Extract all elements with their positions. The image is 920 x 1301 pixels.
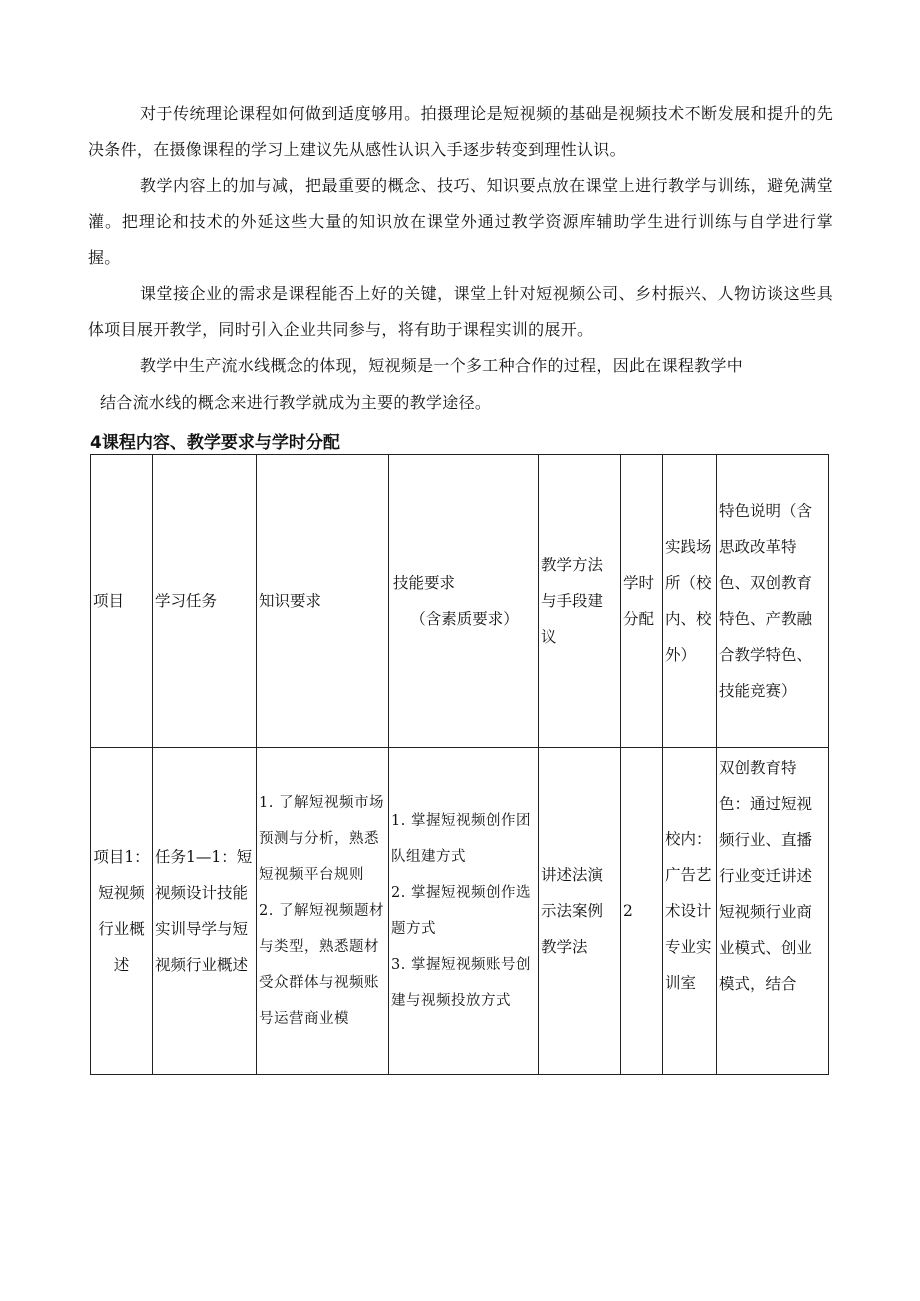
header-skill-note: （含素质要求） <box>410 610 519 628</box>
header-method: 教学方法与手段建议 <box>539 455 621 748</box>
cell-skill <box>389 748 539 1075</box>
paragraph-2: 教学内容上的加与减，把最重要的概念、技巧、知识要点放在课堂上进行教学与训练，避免满堂灌。把理论和技术的外延这些大量的知识放在课堂外通过教学资源库辅助学生进行训练与自学进行掌握。 <box>88 176 833 267</box>
cell-task: 任务1—1：短视频设计技能实训导学与短视频行业概述 <box>153 748 257 1075</box>
skill-item-1: 1. 掌握短视频创作团队组建方式 <box>391 813 531 865</box>
header-hours: 学时分配 <box>621 455 663 748</box>
table-header-row <box>91 455 829 748</box>
paragraph-3: 课堂接企业的需求是课程能否上好的关键，课堂上针对短视频公司、乡村振兴、人物访谈这些具体项目展开教学，同时引入企业共同参与，将有助于课程实训的展开。 <box>88 284 833 339</box>
paragraph-1: 对于传统理论课程如何做到适度够用。拍摄理论是短视频的基础是视频技术不断发展和提升的先决条件，在摄像课程的学习上建议先从感性认识入手逐步转变到理性认识。 <box>88 104 833 159</box>
paragraph-5: 结合流水线的概念来进行教学就成为主要的教学途径。 <box>100 393 492 412</box>
skill-item-2: 2. 掌握短视频创作选题方式 <box>391 885 531 937</box>
cell-project: 项目1：短视频行业概述 <box>91 748 153 1075</box>
cell-hours: 2 <box>621 748 663 1075</box>
header-skill-title: 技能要求 <box>393 574 456 592</box>
header-venue <box>663 455 717 748</box>
header-features: 特色说明（含思政改革特色、双创教育特色、产教融合教学特色、技能竞赛） <box>717 455 829 748</box>
section-heading: 4课程内容、教学要求与学时分配 <box>90 433 340 453</box>
header-knowledge: 知识要求 <box>257 455 389 748</box>
skill-item-3: 3. 掌握短视频账号创建与视频投放方式 <box>391 957 531 1009</box>
header-project: 项目 <box>91 455 153 748</box>
table-row <box>91 748 829 1075</box>
header-skill <box>389 455 539 748</box>
knowledge-item-2: 2. 了解短视频题材与类型，熟悉题材受众群体与视频账号运营商业模 <box>259 903 384 1027</box>
paragraph-4: 教学中生产流水线概念的体现，短视频是一个多工种合作的过程，因此在课程教学中 <box>140 356 744 375</box>
knowledge-item-1: 1. 了解短视频市场预测与分析，熟悉短视频平台规则 <box>259 795 384 883</box>
cell-knowledge <box>257 748 389 1075</box>
header-venue-title: 实践场所 <box>665 538 712 592</box>
cell-method: 讲述法演示法案例教学法 <box>539 748 621 1075</box>
header-venue-note: （校内、校外） <box>665 574 712 664</box>
header-task: 学习任务 <box>153 455 257 748</box>
cell-venue: 校内：广告艺术设计专业实训室 <box>663 748 717 1075</box>
cell-features: 双创教育特色：通过短视频行业、直播行业变迁讲述短视频行业商业模式、创业模式，结合 <box>717 748 829 1075</box>
course-table <box>90 454 829 1075</box>
